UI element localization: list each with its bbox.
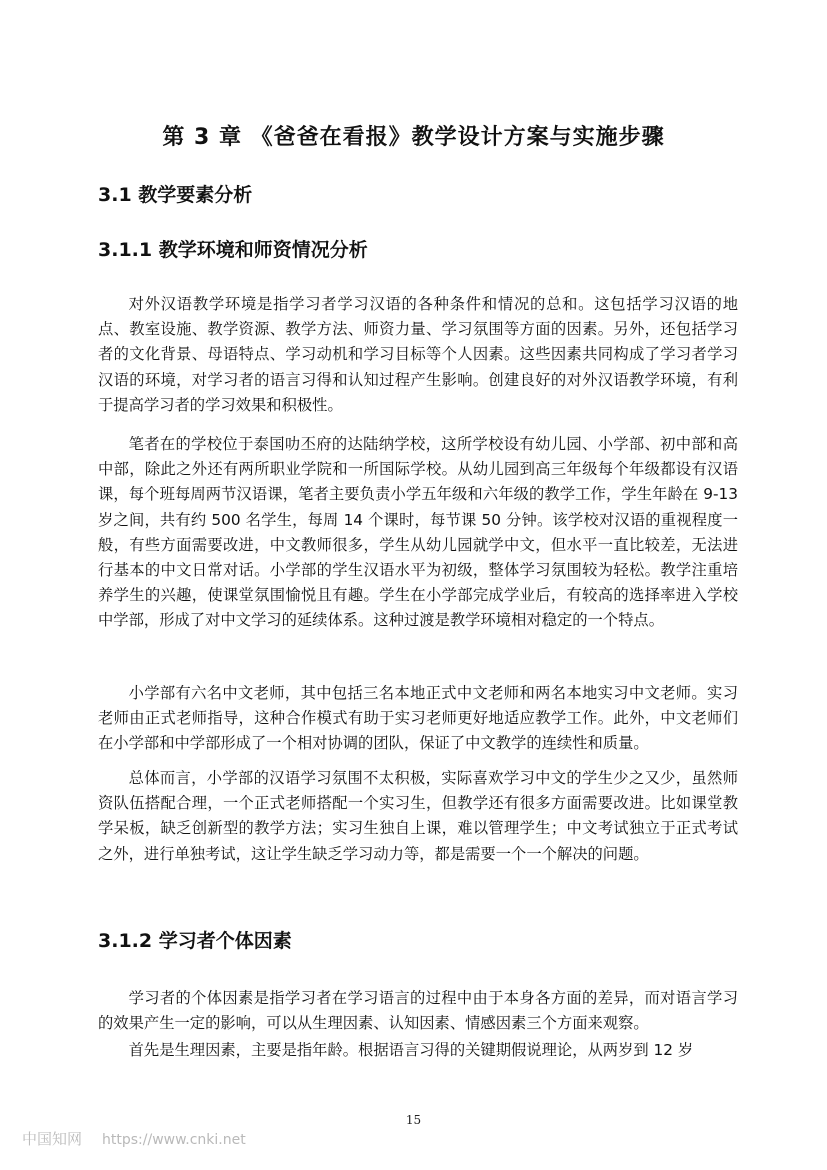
paragraph-learner-factors: 学习者的个体因素是指学习者在学习语言的过程中由于本身各方面的差异，而对语言学习的效果产生一定的影响，可以从生理因素、认知因素、情感因素三个方面来观察。 xyxy=(98,989,738,1033)
section-heading-3-1-1: 3.1.1 教学环境和师资情况分析 xyxy=(98,239,368,261)
watermark-brand: 中国知网 xyxy=(22,1130,83,1148)
section-heading-3-1-2: 3.1.2 学习者个体因素 xyxy=(98,930,292,952)
cnki-watermark xyxy=(22,1128,246,1149)
section-heading-3-1: 3.1 教学要素分析 xyxy=(98,184,253,206)
watermark-url: https://www.cnki.net xyxy=(102,1132,246,1148)
paragraph-physiological-factors: 首先是生理因素，主要是指年龄。根据语言习得的关键期假说理论，从两岁到 12 岁 xyxy=(128,1041,694,1059)
paragraph-teachers: 小学部有六名中文老师，其中包括三名本地正式中文老师和两名本地实习中文老师。实习老师由正式老师指导，这种合作模式有助于实习老师更好地适应教学工作。此外，中文老师们在小学部和中学部形成了一个相对协调的团队，保证了中文教学的连续性和质量。 xyxy=(98,684,738,753)
paragraph-school-background: 笔者在的学校位于泰国叻丕府的达陆纳学校，这所学校设有幼儿园、小学部、初中部和高中部，除此之外还有两所职业学院和一所国际学校。从幼儿园到高三年级每个年级都设有汉语课，每个班每周两节汉语课，笔者主要负责小学五年级和六年级的教学工作，学生年龄在 9-13 岁之间，共有约 500 名学生，每周 14 个课时，每节课 50 分钟。该学校对汉语的重视程度一般，有些方面需要改进，中文教师很多，学生从幼儿园就学中文，但水平一直比较差，无法进行基本的中文日常对话。小学部的学生汉语水平为初级，整体学习氛围较为轻松。教学注重培养学生的兴趣，使课堂氛围愉悦且有趣。学生在小学部完成学业后，有较高的选择率进入学校中学部，形成了对中文学习的延续体系。这种过渡是教学环境相对稳定的一个特点。 xyxy=(98,435,738,630)
page-number: 15 xyxy=(405,1113,422,1127)
paragraph-teaching-environment: 对外汉语教学环境是指学习者学习汉语的各种条件和情况的总和。这包括学习汉语的地点、教室设施、教学资源、教学方法、师资力量、学习氛围等方面的因素。另外，还包括学习者的文化背景、母语特点、学习动机和学习目标等个人因素。这些因素共同构成了学习者学习汉语的环境，对学习者的语言习得和认知过程产生影响。创建良好的对外汉语教学环境，有利于提高学习者的学习效果和积极性。 xyxy=(98,295,738,414)
paragraph-summary: 总体而言，小学部的汉语学习氛围不太积极，实际喜欢学习中文的学生少之又少，虽然师资队伍搭配合理，一个正式老师搭配一个实习生，但教学还有很多方面需要改进。比如课堂教学呆板，缺乏创新型的教学方法；实习生独自上课，难以管理学生；中文考试独立于正式考试之外，进行单独考试，这让学生缺乏学习动力等，都是需要一个一个解决的问题。 xyxy=(98,769,738,863)
chapter-title: 第 3 章 《爸爸在看报》教学设计方案与实施步骤 xyxy=(162,125,665,150)
